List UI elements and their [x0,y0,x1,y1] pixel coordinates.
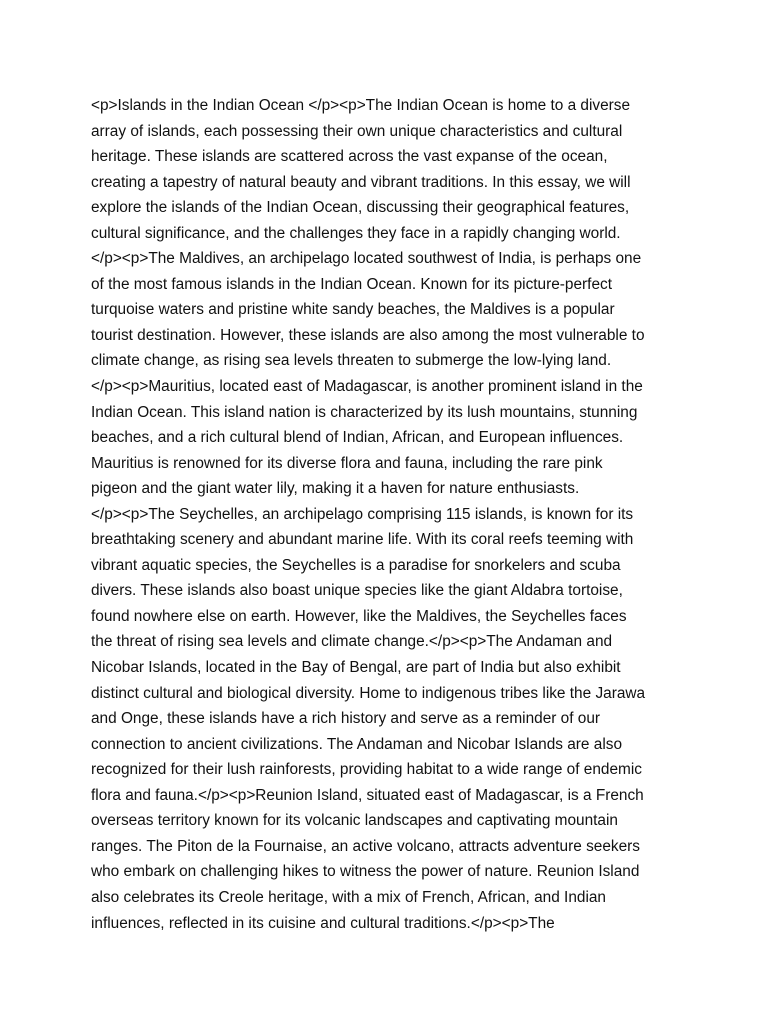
text-line: vibrant aquatic species, the Seychelles is a paradise for snorkelers and scuba [91,556,621,574]
text-line: tourist destination. However, these islands are also among the most vulnerable to [91,326,645,344]
text-line: overseas territory known for its volcanic landscapes and captivating mountain [91,812,618,830]
text-line: connection to ancient civilizations. The Andaman and Nicobar Islands are also [91,735,623,753]
text-line: <p>Islands in the Indian Ocean </p><p>The Indian Ocean is home to a diverse [91,97,631,114]
text-line: Mauritius is renowned for its diverse flora and fauna, including the rare pink [91,454,603,472]
text-line: also celebrates its Creole heritage, with a mix of French, African, and Indian [91,888,606,906]
text-line: recognized for their lush rainforests, providing habitat to a wide range of endemic [91,761,642,779]
text-line: ranges. The Piton de la Fournaise, an active volcano, attracts adventure seekers [91,837,640,855]
text-line: turquoise waters and pristine white sandy beaches, the Maldives is a popular [91,301,615,319]
text-line: who embark on challenging hikes to witness the power of nature. Reunion Island [91,863,640,881]
text-line: explore the islands of the Indian Ocean, discussing their geographical features, [91,199,630,217]
text-line: influences, reflected in its cuisine and cultural traditions.</p><p>The [91,914,555,932]
text-line: breathtaking scenery and abundant marine life. With its coral reefs teeming with [91,531,634,549]
text-line: found nowhere else on earth. However, like the Maldives, the Seychelles faces [91,607,627,625]
text-line: the threat of rising sea levels and climate change.</p><p>The Andaman and [91,633,613,651]
text-line: distinct cultural and biological diversity. Home to indigenous tribes like the Jarawa [91,684,646,702]
text-line: </p><p>The Seychelles, an archipelago comprising 115 islands, is known for its [91,505,634,523]
text-line: beaches, and a rich cultural blend of Indian, African, and European influences. [91,429,624,447]
text-line: </p><p>The Maldives, an archipelago located southwest of India, is perhaps one [91,250,642,268]
text-line: cultural significance, and the challenges they face in a rapidly changing world. [91,224,621,242]
text-line: divers. These islands also boast unique species like the giant Aldabra tortoise, [91,582,623,600]
text-line: heritage. These islands are scattered across the vast expanse of the ocean, [91,148,608,166]
text-line: Nicobar Islands, located in the Bay of Bengal, are part of India but also exhibit [91,659,621,677]
text-line: of the most famous islands in the Indian Ocean. Known for its picture-perfect [91,275,612,293]
text-line: climate change, as rising sea levels threaten to submerge the low-lying land. [91,352,612,370]
text-line: array of islands, each possessing their own unique characteristics and cultural [91,122,623,140]
essay-text [91,93,691,936]
text-line: creating a tapestry of natural beauty and vibrant traditions. In this essay, we will [91,173,631,191]
text-line: flora and fauna.</p><p>Reunion Island, situated east of Madagascar, is a French [91,786,644,804]
text-line: </p><p>Mauritius, located east of Madagascar, is another prominent island in the [91,378,643,396]
text-line: pigeon and the giant water lily, making it a haven for nature enthusiasts. [91,480,580,498]
text-line: Indian Ocean. This island nation is characterized by its lush mountains, stunning [91,403,638,421]
text-line: and Onge, these islands have a rich history and serve as a reminder of our [91,710,601,728]
